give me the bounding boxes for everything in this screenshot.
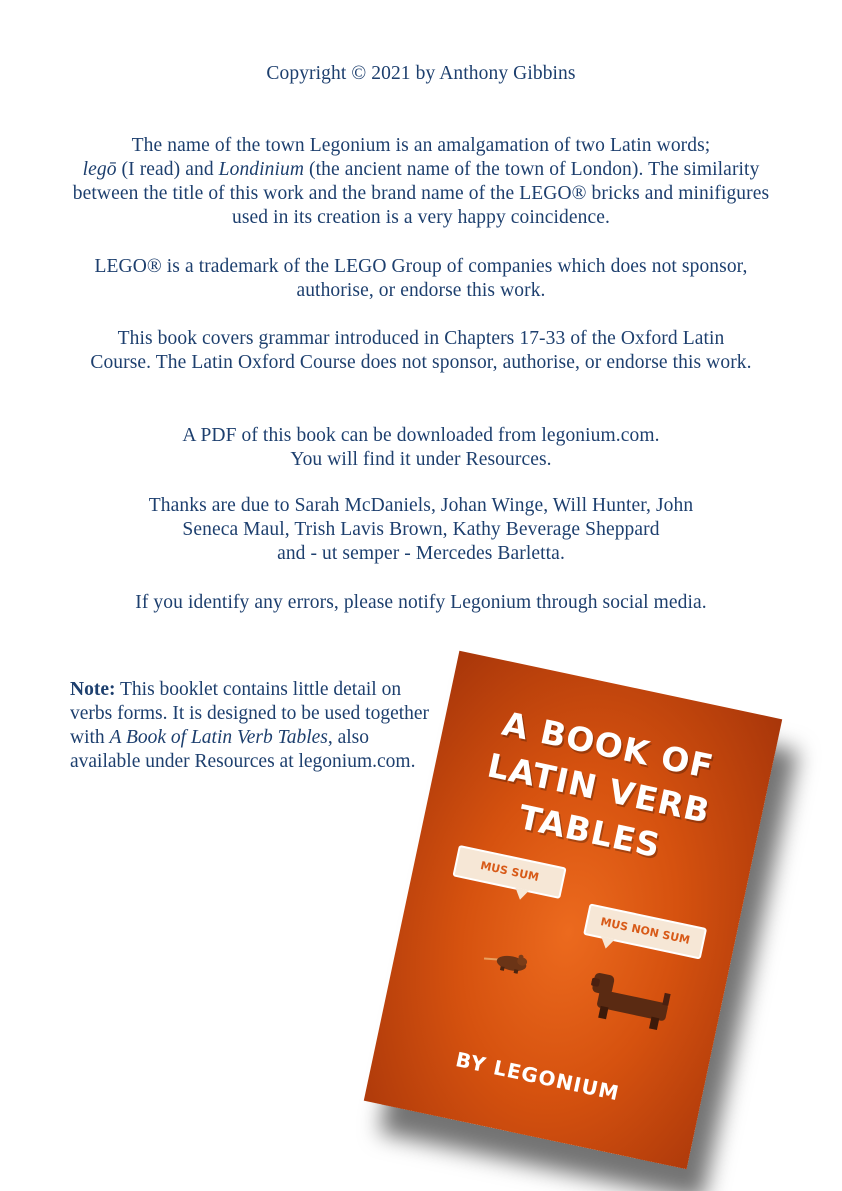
note-block (70, 678, 440, 774)
mouse-figure-icon (482, 945, 534, 976)
note-text-1: This booklet contains little detail on verbs forms. It is designed to be used together with (70, 679, 430, 748)
londinium-word: Londinium (218, 159, 305, 180)
errors-paragraph (60, 591, 782, 615)
course-paragraph (60, 327, 782, 375)
errors-text: If you identify any errors, please notify Legonium through social media. (135, 592, 707, 613)
lego-gloss: (I read) and (116, 159, 219, 180)
note-book-title: A Book of Latin Verb Tables (109, 727, 328, 748)
note-label: Note: (70, 679, 116, 700)
course-text: This book covers grammar introduced in Chapters 17-33 of the Oxford Latin Course. The Latin Oxford Course does not sponsor, authorise, or endorse this work. (90, 328, 752, 373)
thanks-paragraph (60, 494, 782, 566)
copyright-text: Copyright © 2021 by Anthony Gibbins (266, 63, 576, 84)
speech-bubble-dog: MUS NON SUM (583, 903, 707, 959)
cover-author: BY LEGONIUM (453, 1047, 622, 1106)
thanks-line-1: Thanks are due to Sarah McDaniels, Johan Winge, Will Hunter, John (148, 495, 694, 516)
thanks-line-3: and - ut semper - Mercedes Barletta. (277, 543, 565, 564)
legonium-text-1: The name of the town Legonium is an amalgamation of two Latin words; (131, 135, 711, 156)
pdf-line-1: A PDF of this book can be downloaded from legonium.com. (182, 425, 660, 446)
copyright-line (60, 62, 782, 86)
legonium-paragraph (60, 134, 782, 230)
thanks-line-2: Seneca Maul, Trish Lavis Brown, Kathy Beverage Sheppard (182, 519, 660, 540)
trademark-paragraph (60, 255, 782, 303)
pdf-line-2: You will find it under Resources. (290, 449, 552, 470)
legonium-text-2: (the ancient name of the town of London). The similarity between the title of this work and the brand name of the LEGO® bricks and minifigures used in its creation is a very happy coincidence. (72, 159, 770, 228)
speech-bubble-mouse: MUS SUM (452, 845, 566, 899)
lego-word: legō (82, 159, 117, 180)
note-text-2: , also available under Resources at legonium.com. (70, 727, 416, 772)
trademark-text: LEGO® is a trademark of the LEGO Group of companies which does not sponsor, authorise, or endorse this work. (94, 256, 748, 301)
pdf-paragraph (60, 424, 782, 472)
dog-figure-icon (584, 964, 686, 1038)
cover-title: A BOOK OF LATIN VERB TABLES (484, 703, 718, 866)
